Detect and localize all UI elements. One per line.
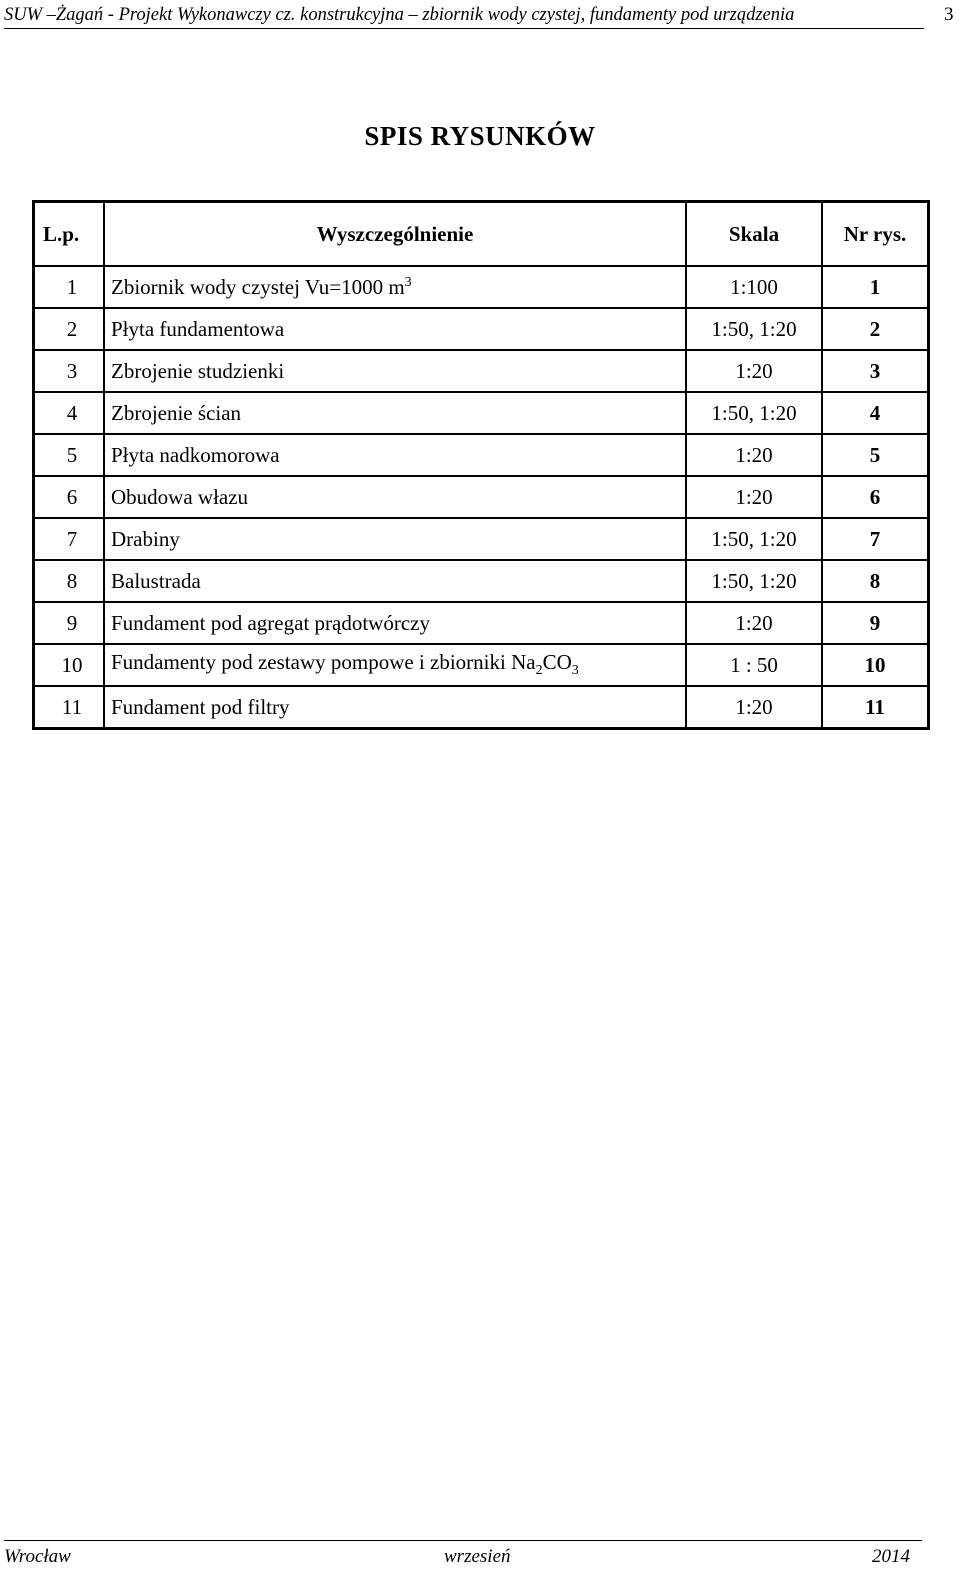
column-header-scale: Skala xyxy=(686,202,822,267)
row-lp: 7 xyxy=(34,518,105,560)
row-lp: 1 xyxy=(34,266,105,308)
column-header-drawing-number: Nr rys. xyxy=(822,202,929,267)
row-drawing-number: 3 xyxy=(822,350,929,392)
row-scale: 1:20 xyxy=(686,350,822,392)
row-description: Zbrojenie ścian xyxy=(104,392,686,434)
row-scale: 1:20 xyxy=(686,434,822,476)
row-lp: 3 xyxy=(34,350,105,392)
row-description: Zbrojenie studzienki xyxy=(104,350,686,392)
row-lp: 2 xyxy=(34,308,105,350)
row-description: Drabiny xyxy=(104,518,686,560)
row-lp: 10 xyxy=(34,644,105,686)
row-drawing-number: 9 xyxy=(822,602,929,644)
row-description: Fundament pod agregat prądotwórczy xyxy=(104,602,686,644)
row-drawing-number: 10 xyxy=(822,644,929,686)
table-row xyxy=(34,518,929,560)
row-description: Fundament pod filtry xyxy=(104,686,686,729)
table-row xyxy=(34,644,929,686)
footer-city: Wrocław xyxy=(4,1546,71,1567)
table-row xyxy=(34,434,929,476)
page-number: 3 xyxy=(944,4,954,25)
footer-month: wrzesień xyxy=(444,1546,511,1567)
row-lp: 11 xyxy=(34,686,105,729)
row-description: Obudowa włazu xyxy=(104,476,686,518)
row-drawing-number: 5 xyxy=(822,434,929,476)
row-scale: 1:20 xyxy=(686,686,822,729)
row-description: Płyta nadkomorowa xyxy=(104,434,686,476)
row-scale: 1:20 xyxy=(686,602,822,644)
page-footer xyxy=(4,1540,922,1571)
table-row xyxy=(34,308,929,350)
column-header-lp: L.p. xyxy=(34,202,105,267)
header-text: SUW –Żagań - Projekt Wykonawczy cz. konstrukcyjna – zbiornik wody czystej, fundamenty pod urządzenia xyxy=(4,5,795,25)
row-lp: 6 xyxy=(34,476,105,518)
table-row xyxy=(34,602,929,644)
row-description: Balustrada xyxy=(104,560,686,602)
column-header-description: Wyszczególnienie xyxy=(104,202,686,267)
page-header xyxy=(4,0,924,29)
row-drawing-number: 4 xyxy=(822,392,929,434)
table-row xyxy=(34,392,929,434)
row-scale: 1 : 50 xyxy=(686,644,822,686)
row-lp: 9 xyxy=(34,602,105,644)
row-description: Płyta fundamentowa xyxy=(104,308,686,350)
row-lp: 8 xyxy=(34,560,105,602)
row-drawing-number: 11 xyxy=(822,686,929,729)
row-scale: 1:50, 1:20 xyxy=(686,560,822,602)
row-drawing-number: 7 xyxy=(822,518,929,560)
table-row xyxy=(34,476,929,518)
row-scale: 1:20 xyxy=(686,476,822,518)
row-scale: 1:50, 1:20 xyxy=(686,518,822,560)
page-title: SPIS RYSUNKÓW xyxy=(364,121,596,151)
row-drawing-number: 8 xyxy=(822,560,929,602)
row-drawing-number: 1 xyxy=(822,266,929,308)
row-lp: 4 xyxy=(34,392,105,434)
row-description: Fundamenty pod zestawy pompowe i zbiorniki $Na_2CO_3$ xyxy=(104,644,686,686)
table-row xyxy=(34,560,929,602)
row-scale: 1:50, 1:20 xyxy=(686,308,822,350)
footer-year: 2014 xyxy=(872,1546,910,1567)
table-row xyxy=(34,686,929,729)
row-scale: 1:50, 1:20 xyxy=(686,392,822,434)
row-drawing-number: 2 xyxy=(822,308,929,350)
table-row xyxy=(34,350,929,392)
row-drawing-number: 6 xyxy=(822,476,929,518)
table-header-row xyxy=(34,202,929,267)
row-description: Zbiornik wody czystej Vu=1000 $m^3$ xyxy=(104,266,686,308)
drawings-table xyxy=(32,200,930,730)
row-scale: 1:100 xyxy=(686,266,822,308)
table-row xyxy=(34,266,929,308)
row-lp: 5 xyxy=(34,434,105,476)
